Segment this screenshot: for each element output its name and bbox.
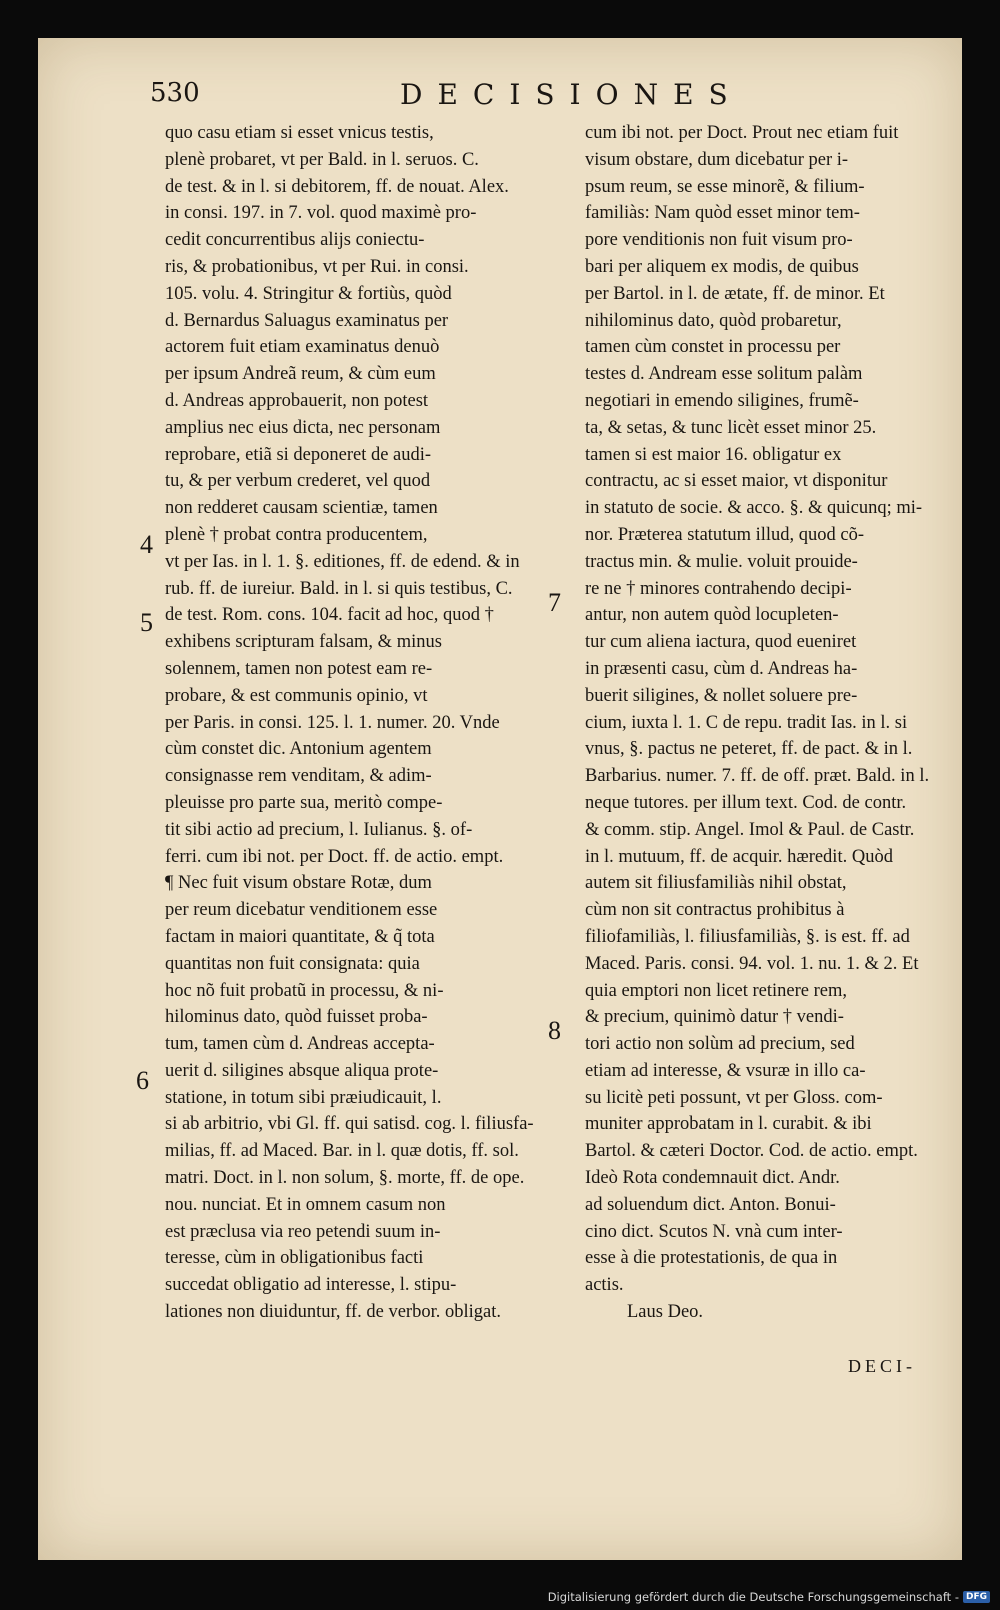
text-line: actis. [585,1275,624,1296]
text-line: tori actio non solùm ad precium, sed [585,1034,855,1055]
text-line: d. Bernardus Saluagus examinatus per [165,310,449,331]
text-line: nor. Præterea statutum illud, quod cõ- [585,524,864,545]
text-line: amplius nec eius dicta, nec personam [165,417,441,438]
text-line: vnus, §. pactus ne peteret, ff. de pact. & in l. [585,739,913,760]
left-text-column [165,120,543,1326]
text-line: uerit d. siligines absque aliqua prote- [165,1060,439,1081]
dfg-logo-icon: DFG [963,1591,990,1603]
text-line: pore venditionis non fuit visum pro- [585,230,853,251]
text-line: d. Andreas approbauerit, non potest [165,390,429,411]
text-line: cùm non sit contractus prohibitus à [585,900,845,921]
text-line: filiofamiliàs, l. filiusfamiliàs, §. is est. ff. ad [585,926,910,947]
text-line: hoc nõ fuit probatũ in processu, & ni- [165,980,444,1001]
text-line: probare, & est communis opinio, vt [165,685,428,706]
text-line: ¶ Nec fuit visum obstare Rotæ, dum [165,873,432,894]
text-line: visum obstare, dum dicebatur per i- [585,149,849,170]
text-line: vt per Ias. in l. 1. §. editiones, ff. de edend. & in [165,551,520,572]
page-header [150,78,930,114]
text-line: teresse, cùm in obligationibus facti [165,1248,424,1269]
text-line: Ideò Rota condemnauit dict. Andr. [585,1168,840,1189]
text-line: tu, & per verbum crederet, vel quod [165,471,431,492]
text-line: pleuisse pro parte sua, meritò compe- [165,792,443,813]
text-line: de test. & in l. si debitorem, ff. de nouat. Alex. [165,176,509,197]
text-line: ta, & setas, & tunc licèt esset minor 25. [585,417,877,438]
text-line: milias, ff. ad Maced. Bar. in l. quæ dotis, ff. sol. [165,1141,519,1162]
text-line: bari per aliquem ex modis, de quibus [585,256,859,277]
text-line: in l. mutuum, ff. de acquir. hæredit. Quòd [585,846,893,867]
text-line: reprobare, etiã si deponeret de audi- [165,444,432,465]
text-line: quia emptori non licet retinere rem, [585,980,847,1001]
text-line: tamen cùm constet in processu per [585,337,841,358]
text-line: per ipsum Andreã reum, & cùm eum [165,364,436,385]
text-line: & comm. stip. Angel. Imol & Paul. de Castr. [585,819,915,840]
text-line: si ab arbitrio, vbi Gl. ff. qui satisd. cog. l. filiusfa- [165,1114,534,1135]
text-line: in consi. 197. in 7. vol. quod maximè pro- [165,203,477,224]
text-line: familiàs: Nam quòd esset minor tem- [585,203,860,224]
text-line: succedat obligatio ad interesse, l. stipu- [165,1275,457,1296]
text-line: tit sibi actio ad precium, l. Iulianus. §. of- [165,819,473,840]
text-line: solennem, tamen non potest eam re- [165,658,433,679]
page-number: 530 [150,78,200,108]
text-line: per reum dicebatur venditionem esse [165,900,438,921]
margin-number-6: 6 [136,1066,149,1095]
text-line: psum reum, se esse minorẽ, & filium- [585,176,865,197]
text-line: lationes non diuiduntur, ff. de verbor. obligat. [165,1302,501,1323]
text-line: cum ibi not. per Doct. Prout nec etiam fuit [585,123,899,143]
text-line: neque tutores. per illum text. Cod. de contr. [585,792,907,813]
text-line: cium, iuxta l. 1. C de repu. tradit Ias. in l. si [585,712,908,733]
text-line: Barbarius. numer. 7. ff. de off. præt. Bald. in l. [585,766,930,787]
text-line: Bartol. & cæteri Doctor. Cod. de actio. empt. [585,1141,918,1162]
text-line: negotiari in emendo siligines, frumẽ- [585,390,859,411]
text-line: ferri. cum ibi not. per Doct. ff. de actio. empt. [165,846,504,867]
text-line: per Bartol. in l. de ætate, ff. de minor. Et [585,283,885,304]
text-line: in præsenti casu, cùm d. Andreas ha- [585,658,858,679]
text-line: cedit concurrentibus alijs coniectu- [165,230,425,251]
text-line: tamen si est maior 16. obligatur ex [585,444,842,465]
text-line: esse à die protestationis, de qua in [585,1248,838,1269]
closing-line: Laus Deo. [627,1302,704,1323]
text-line: in statuto de socie. & acco. §. & quicunq; mi- [585,498,923,519]
text-line: per Paris. in consi. 125. l. 1. numer. 20. Vnde [165,712,500,733]
text-line: exhibens scripturam falsam, & minus [165,632,442,653]
right-text-column [585,120,957,1326]
text-line: nou. nunciat. Et in omnem casum non [165,1194,446,1215]
text-line: quantitas non fuit consignata: quia [165,953,420,974]
text-line: actorem fuit etiam examinatus denuò [165,337,440,358]
text-line: statione, in totum sibi præiudicauit, l. [165,1087,442,1108]
digitization-footer [548,1590,990,1604]
text-line: de test. Rom. cons. 104. facit ad hoc, quod † [165,605,494,626]
text-line: & precium, quinimò datur † vendi- [585,1007,844,1028]
footer-text: Digitalisierung gefördert durch die Deutsche Forschungsgemeinschaft - [547,1590,959,1604]
running-title: DECISIONES [400,78,743,111]
margin-number-8: 8 [548,1016,561,1045]
text-line: testes d. Andream esse solitum palàm [585,364,863,385]
text-line: factam in maiori quantitate, & q̃ tota [165,926,435,947]
catchword: DECI- [848,1356,916,1376]
text-line: est præclusa via reo petendi suum in- [165,1221,441,1242]
text-line: contractu, ac si esset maior, vt disponitur [585,471,888,492]
text-line: consignasse rem venditam, & adim- [165,766,432,787]
text-line: autem sit filiusfamiliàs nihil obstat, [585,873,847,894]
margin-number-7: 7 [548,588,561,617]
text-line: plenè † probat contra producentem, [165,524,428,545]
text-line: matri. Doct. in l. non solum, §. morte, ff. de ope. [165,1168,525,1189]
text-line: Maced. Paris. consi. 94. vol. 1. nu. 1. & 2. Et [585,953,919,974]
text-line: antur, non autem quòd locupleten- [585,605,839,626]
text-line: etiam ad interesse, & vsuræ in illo ca- [585,1060,866,1081]
text-line: rub. ff. de iureiur. Bald. in l. si quis testibus, C. [165,578,513,599]
text-line: cino dict. Scutos N. vnà cum inter- [585,1221,843,1242]
text-line: quo casu etiam si esset vnicus testis, [165,123,434,143]
text-line: non redderet causam scientiæ, tamen [165,498,438,519]
text-line: ris, & probationibus, vt per Rui. in consi. [165,256,469,277]
margin-number-4: 4 [140,530,153,559]
text-line: hilominus dato, quòd fuisset proba- [165,1007,428,1028]
text-line: su licitè peti possunt, vt per Gloss. com- [585,1087,883,1108]
text-line: re ne † minores contrahendo decipi- [585,578,852,599]
text-line: plenè probaret, vt per Bald. in l. seruos. C. [165,149,479,170]
text-line: ad soluendum dict. Anton. Bonui- [585,1194,836,1215]
text-line: 105. volu. 4. Stringitur & fortiùs, quòd [165,283,452,304]
margin-number-5: 5 [140,608,153,637]
text-line: cùm constet dic. Antonium agentem [165,739,432,760]
text-line: tur cum aliena iactura, quod eueniret [585,632,857,653]
text-line: nihilominus dato, quòd probaretur, [585,310,842,331]
text-line: tractus min. & mulie. voluit prouide- [585,551,858,572]
text-line: buerit siligines, & nollet soluere pre- [585,685,858,706]
text-line: muniter approbatam in l. curabit. & ibi [585,1114,872,1135]
text-line: tum, tamen cùm d. Andreas accepta- [165,1034,435,1055]
